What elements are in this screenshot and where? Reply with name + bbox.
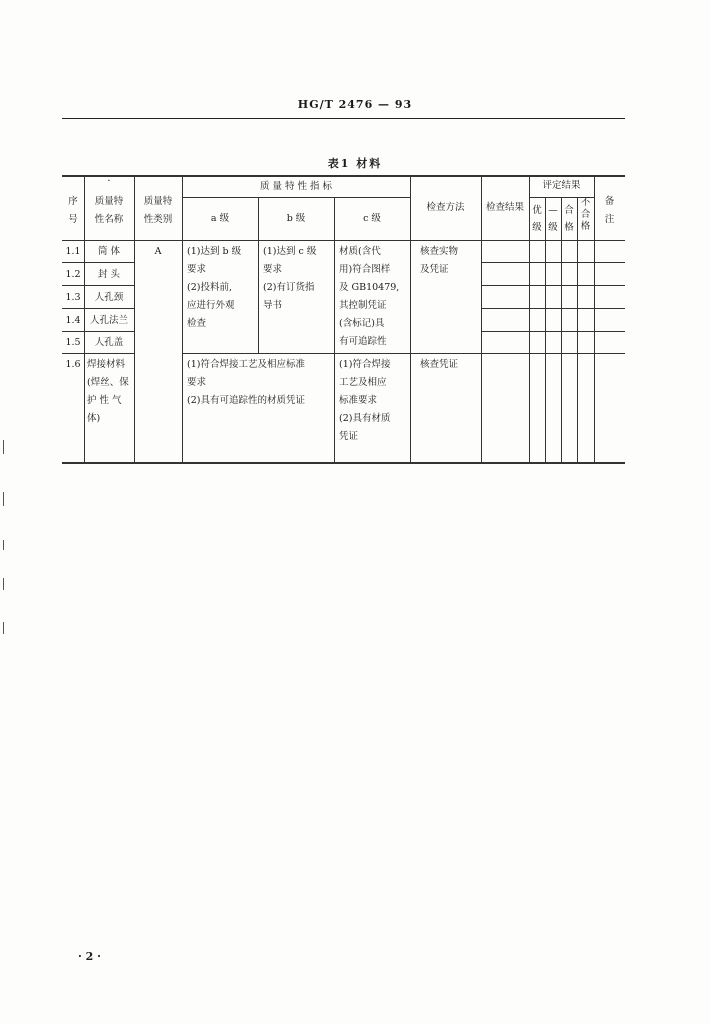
grade-c-line: 及 GB10479, xyxy=(339,282,400,293)
col-line xyxy=(410,175,411,463)
col-line xyxy=(545,197,546,463)
row-seq: 1.5 xyxy=(65,337,81,348)
quality-class: A xyxy=(154,246,162,257)
class-header: 质量特 xyxy=(143,196,173,207)
row6-ab-line: (2)具有可追踪性的材质凭证 xyxy=(187,395,305,406)
result-header: 检查结果 xyxy=(485,202,524,213)
page-number: · 2 · xyxy=(78,950,101,963)
col-line xyxy=(481,175,482,463)
row-seq: 1.4 xyxy=(65,315,81,326)
table-bottom-border xyxy=(62,462,625,464)
grade-a-line: 检查 xyxy=(187,318,207,329)
grade-b-header: b 级 xyxy=(286,213,306,224)
row-line xyxy=(62,353,134,354)
row-name: 筒 体 xyxy=(97,246,121,257)
row-name: 封 头 xyxy=(97,269,121,280)
grade-c-line: 有可追踪性 xyxy=(339,336,387,347)
grade-c-line: (含标记)具 xyxy=(339,318,385,329)
eval-fail: 格 xyxy=(580,221,591,232)
index-subheader-line xyxy=(182,197,410,198)
materials-table xyxy=(62,175,625,463)
row6-c-line: 标准要求 xyxy=(339,395,378,406)
row6-c-line: 凭证 xyxy=(339,431,359,442)
row-line xyxy=(62,285,134,286)
grade-b-line: 要求 xyxy=(263,264,283,275)
class-header: 性类别 xyxy=(143,214,173,225)
grade-c-line: 材质(含代 xyxy=(339,246,381,257)
row-name: 人孔盖 xyxy=(94,337,124,348)
row-seq: 1.3 xyxy=(65,292,81,303)
grade-c-line: 其控制凭证 xyxy=(339,300,387,311)
eval-first: — xyxy=(548,205,558,216)
row-line xyxy=(62,262,134,263)
grade-c-header: c 级 xyxy=(363,213,381,224)
eval-header: 评定结果 xyxy=(542,180,581,191)
scan-mark xyxy=(3,492,4,506)
row6-c-line: 工艺及相应 xyxy=(339,377,387,388)
row6-name-line: (焊丝、保 xyxy=(87,377,129,388)
grade-a-header: a 级 xyxy=(210,213,230,224)
method-line: 核查实物 xyxy=(420,246,459,257)
header-rule xyxy=(62,118,625,119)
row-line xyxy=(481,331,625,332)
row-seq: 1.1 xyxy=(65,246,81,257)
grade-a-line: 应进行外观 xyxy=(187,300,235,311)
name-header: 性名称 xyxy=(94,214,124,225)
table-title: 表1 材料 xyxy=(327,157,383,170)
seq-header: 序 xyxy=(68,196,78,207)
row6-name-line: 体) xyxy=(87,413,101,424)
row-line xyxy=(62,308,134,309)
eval-excellent: 优 xyxy=(532,205,542,216)
grade-a-line: (2)投料前, xyxy=(187,282,232,293)
eval-pass: 合 xyxy=(564,205,574,216)
row6-method: 核查凭证 xyxy=(420,359,459,370)
remark-header: 备 xyxy=(604,196,615,207)
row6-c-line: (2)具有材质 xyxy=(339,413,391,424)
row6-ab-line: (1)符合焊接工艺及相应标准 xyxy=(187,359,305,370)
col-line xyxy=(561,197,562,463)
row6-name-line: 护 性 气 xyxy=(87,395,122,406)
eval-fail: 合 xyxy=(580,209,591,220)
scan-mark xyxy=(3,578,4,590)
eval-fail: 不 xyxy=(580,197,591,208)
row-name: 人孔颈 xyxy=(94,292,124,303)
row-seq: 1.2 xyxy=(65,269,81,280)
method-line: 及凭证 xyxy=(420,264,449,275)
index-header: 质 量 特 性 指 标 xyxy=(259,181,333,192)
row-line xyxy=(481,308,625,309)
scan-mark xyxy=(3,440,4,454)
grade-b-line: (1)达到 c 级 xyxy=(263,246,317,257)
row6-c-line: (1)符合焊接 xyxy=(339,359,391,370)
eval-pass: 格 xyxy=(564,222,574,233)
row-name: 人孔法兰 xyxy=(89,315,128,326)
header-bottom-line xyxy=(62,240,625,241)
standard-code: HG/T 2476 — 93 xyxy=(297,98,413,111)
seq-header: 号 xyxy=(68,214,78,225)
col-line xyxy=(577,197,578,463)
grade-a-line: (1)达到 b 级 xyxy=(187,246,242,257)
row-line xyxy=(481,262,625,263)
eval-first: 级 xyxy=(548,222,558,233)
grade-a-line: 要求 xyxy=(187,264,207,275)
row-line xyxy=(182,353,625,354)
col-line xyxy=(334,197,335,463)
row6-name-line: 焊接材料 xyxy=(87,359,126,370)
grade-c-line: 用)符合图样 xyxy=(339,264,391,275)
row6-ab-line: 要求 xyxy=(187,377,207,388)
method-header: 检查方法 xyxy=(426,202,465,213)
name-header: 质量特 xyxy=(94,196,124,207)
remark-header: 注 xyxy=(604,214,615,225)
scan-mark xyxy=(3,540,4,550)
header-mark: · xyxy=(107,176,111,187)
grade-b-line: 导书 xyxy=(263,300,283,311)
row-line xyxy=(62,331,134,332)
grade-b-line: (2)有订货指 xyxy=(263,282,315,293)
row-seq: 1.6 xyxy=(65,359,81,370)
eval-excellent: 级 xyxy=(532,222,542,233)
row-line xyxy=(481,285,625,286)
scan-mark xyxy=(3,622,4,634)
